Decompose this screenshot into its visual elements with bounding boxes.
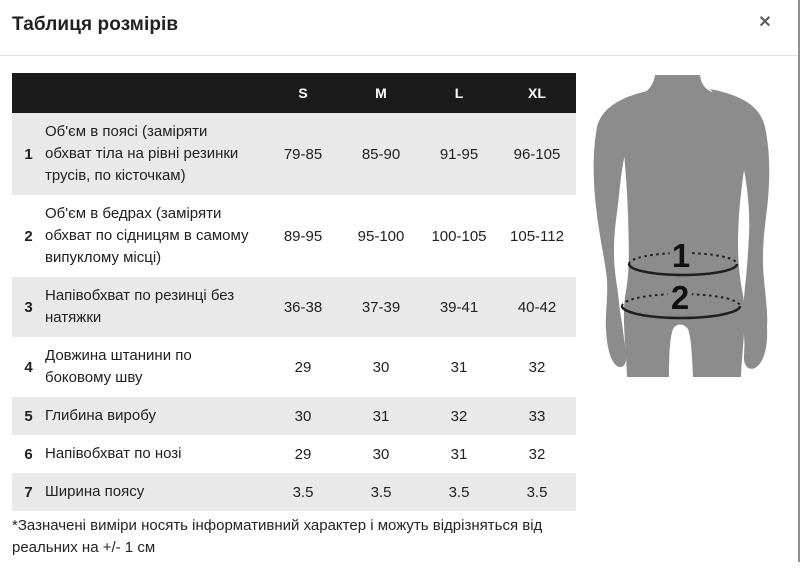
row-value-l: 91-95 xyxy=(439,145,479,163)
table-row xyxy=(12,473,576,511)
close-icon: ✕ xyxy=(758,14,772,31)
row-value-l: 32 xyxy=(450,407,468,425)
row-value-l: 100-105 xyxy=(431,227,487,245)
row-value-s: 79-85 xyxy=(283,145,323,163)
body-measurement-figure xyxy=(592,75,792,377)
modal-header xyxy=(0,0,800,56)
row-value-l: 31 xyxy=(450,358,468,376)
row-label: Об'єм в бедрах (заміряти обхват по сідницям в самому випуклому місці) xyxy=(45,205,249,266)
row-value-s: 3.5 xyxy=(292,483,314,501)
row-value-l: 3.5 xyxy=(448,483,470,501)
row-value-xl: 96-105 xyxy=(513,145,561,163)
row-value-s: 89-95 xyxy=(283,227,323,245)
column-header-m: M xyxy=(375,85,387,101)
row-value-xl: 3.5 xyxy=(526,483,548,501)
row-number: 4 xyxy=(24,358,33,376)
row-value-l: 39-41 xyxy=(439,298,479,316)
table-header-row xyxy=(12,73,576,113)
row-value-m: 37-39 xyxy=(361,298,401,316)
row-value-s: 36-38 xyxy=(283,298,323,316)
row-label: Об'єм в поясі (заміряти обхват тіла на рівні резинки трусів, по кісточкам) xyxy=(45,123,239,184)
row-number: 1 xyxy=(24,145,33,163)
column-header-l: L xyxy=(454,85,464,101)
row-label: Довжина штанини по боковому шву xyxy=(45,347,192,386)
row-value-m: 95-100 xyxy=(357,227,405,245)
modal-title: Таблиця розмірів xyxy=(12,14,179,35)
row-value-xl: 32 xyxy=(528,358,546,376)
column-header-s: S xyxy=(298,85,308,101)
row-value-xl: 105-112 xyxy=(510,227,564,245)
row-label: Глибина виробу xyxy=(45,407,156,424)
table-row xyxy=(12,113,576,195)
table-row xyxy=(12,397,576,435)
row-value-m: 85-90 xyxy=(361,145,401,163)
row-number: 7 xyxy=(24,483,33,501)
torso-silhouette-illustration xyxy=(592,75,792,377)
row-value-m: 3.5 xyxy=(370,483,392,501)
table-row xyxy=(12,195,576,277)
row-value-m: 30 xyxy=(372,358,390,376)
row-number: 5 xyxy=(24,407,33,425)
row-value-xl: 32 xyxy=(528,445,546,463)
row-value-s: 30 xyxy=(294,407,312,425)
row-value-m: 30 xyxy=(372,445,390,463)
size-table xyxy=(12,73,576,511)
column-header-xl: XL xyxy=(528,85,546,101)
row-label: Напівобхват по резинці без натяжки xyxy=(45,287,235,326)
row-value-xl: 40-42 xyxy=(517,298,557,316)
table-row xyxy=(12,435,576,473)
footnote: *Зазначені виміри носять інформативний характер і можуть відрізняться від реальних на +/- 1 см xyxy=(12,517,543,556)
row-value-s: 29 xyxy=(294,358,312,376)
table-rows xyxy=(12,113,576,511)
row-value-l: 31 xyxy=(450,445,468,463)
hip-marker-label: 2 xyxy=(670,279,690,316)
row-value-m: 31 xyxy=(372,407,390,425)
row-value-s: 29 xyxy=(294,445,312,463)
row-number: 3 xyxy=(24,298,33,316)
waist-marker-label: 1 xyxy=(671,237,691,274)
row-value-xl: 33 xyxy=(528,407,546,425)
table-row xyxy=(12,277,576,337)
row-number: 2 xyxy=(24,227,33,245)
row-label: Ширина поясу xyxy=(45,483,145,500)
row-number: 6 xyxy=(24,445,33,463)
table-row xyxy=(12,337,576,397)
close-button[interactable] xyxy=(754,12,776,34)
row-label: Напівобхват по нозі xyxy=(45,445,182,462)
